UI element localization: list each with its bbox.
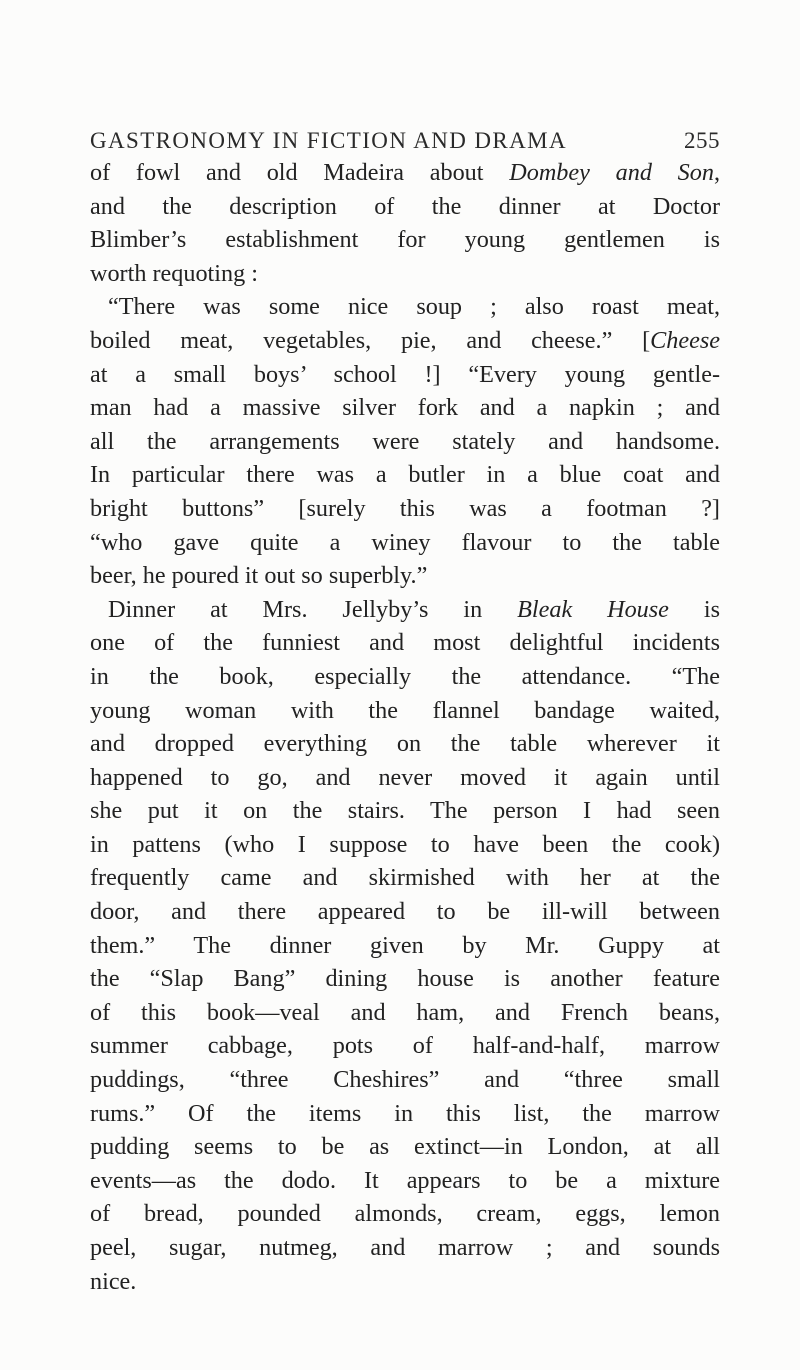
text-run: bright buttons” [surely this was a footman ?]	[90, 494, 720, 522]
text-run: and dropped everything on the table wherever it	[90, 730, 720, 758]
text-line	[90, 962, 720, 996]
text-run: nice.	[90, 1267, 137, 1295]
text-line	[90, 593, 720, 627]
text-run: she put it on the stairs. The person I had seen	[90, 797, 720, 825]
text-line	[90, 1097, 720, 1131]
text-line	[90, 391, 720, 425]
text-run: in pattens (who I suppose to have been the cook)	[90, 830, 720, 858]
text-line	[90, 324, 720, 358]
text-run: of bread, pounded almonds, cream, eggs, lemon	[90, 1200, 720, 1228]
text-run: young woman with the flannel bandage waited,	[90, 696, 720, 724]
text-line	[90, 626, 720, 660]
italic-title: Dombey and Son	[509, 159, 714, 186]
text-line	[90, 559, 720, 593]
text-run: all the arrangements were stately and handsome.	[90, 427, 720, 455]
text-line	[90, 660, 720, 694]
text-line	[90, 492, 720, 526]
text-run: boiled meat, vegetables, pie, and cheese.” [	[90, 326, 651, 354]
italic-title: Bleak House	[517, 595, 669, 623]
text-line	[90, 526, 720, 560]
text-line	[90, 895, 720, 929]
text-line	[90, 1231, 720, 1265]
text-run: frequently came and skirmished with her at the	[90, 864, 720, 892]
text-line	[90, 1265, 720, 1299]
text-run: rums.” Of the items in this list, the marrow	[90, 1099, 720, 1127]
text-run: and the description of the dinner at Doctor	[90, 192, 720, 220]
italic-title: Cheese	[650, 326, 720, 354]
text-run: is	[668, 595, 720, 623]
text-run: one of the funniest and most delightful incidents	[90, 629, 720, 657]
body-text	[90, 156, 720, 1298]
text-run: happened to go, and never moved it again until	[90, 763, 720, 791]
text-line	[90, 290, 720, 324]
text-run: Dinner at Mrs. Jellyby’s in	[108, 595, 518, 623]
text-line	[90, 257, 720, 291]
running-title: GASTRONOMY IN FICTION AND DRAMA	[90, 128, 568, 153]
text-line	[90, 458, 720, 492]
text-run: ,	[713, 159, 721, 186]
text-run: in the book, especially the attendance. “The	[90, 662, 720, 690]
text-line	[90, 727, 720, 761]
text-line	[90, 223, 720, 257]
text-run: In particular there was a butler in a blue coat and	[90, 461, 720, 489]
text-run: Blimber’s establishment for young gentlemen is	[90, 226, 720, 254]
text-line	[90, 828, 720, 862]
text-run: them.” The dinner given by Mr. Guppy at	[90, 931, 720, 959]
text-run: of fowl and old Madeira about	[90, 159, 510, 186]
text-run: “There was some nice soup ; also roast meat,	[108, 293, 720, 321]
text-run: worth requoting :	[90, 259, 258, 287]
text-line	[90, 1164, 720, 1198]
text-run: beer, he poured it out so superbly.”	[90, 562, 428, 590]
text-run: the “Slap Bang” dining house is another feature	[90, 965, 720, 993]
text-run: door, and there appeared to be ill-will between	[90, 898, 720, 926]
text-run: events—as the dodo. It appears to be a mixture	[90, 1166, 720, 1194]
text-line	[90, 425, 720, 459]
text-line	[90, 1029, 720, 1063]
text-run: man had a massive silver fork and a napkin ; and	[90, 394, 720, 422]
text-line	[90, 794, 720, 828]
text-line	[90, 761, 720, 795]
text-run: of this book—veal and ham, and French beans,	[90, 998, 720, 1026]
text-line	[90, 156, 720, 190]
text-run: “who gave quite a winey flavour to the table	[90, 528, 720, 556]
running-header	[90, 128, 720, 154]
text-line	[90, 929, 720, 963]
text-line	[90, 996, 720, 1030]
text-line	[90, 1197, 720, 1231]
text-line	[90, 694, 720, 728]
text-line	[90, 1130, 720, 1164]
text-run: peel, sugar, nutmeg, and marrow ; and sounds	[90, 1234, 720, 1261]
text-run: pudding seems to be as extinct—in London, at all	[90, 1133, 720, 1161]
text-line	[90, 190, 720, 224]
text-run: at a small boys’ school !] “Every young gentle-	[90, 360, 720, 388]
text-run: summer cabbage, pots of half-and-half, marrow	[90, 1032, 720, 1060]
text-line	[90, 1063, 720, 1097]
text-line	[90, 358, 720, 392]
text-line	[90, 861, 720, 895]
text-run: puddings, “three Cheshires” and “three small	[90, 1066, 720, 1094]
page-number: 255	[684, 128, 720, 153]
